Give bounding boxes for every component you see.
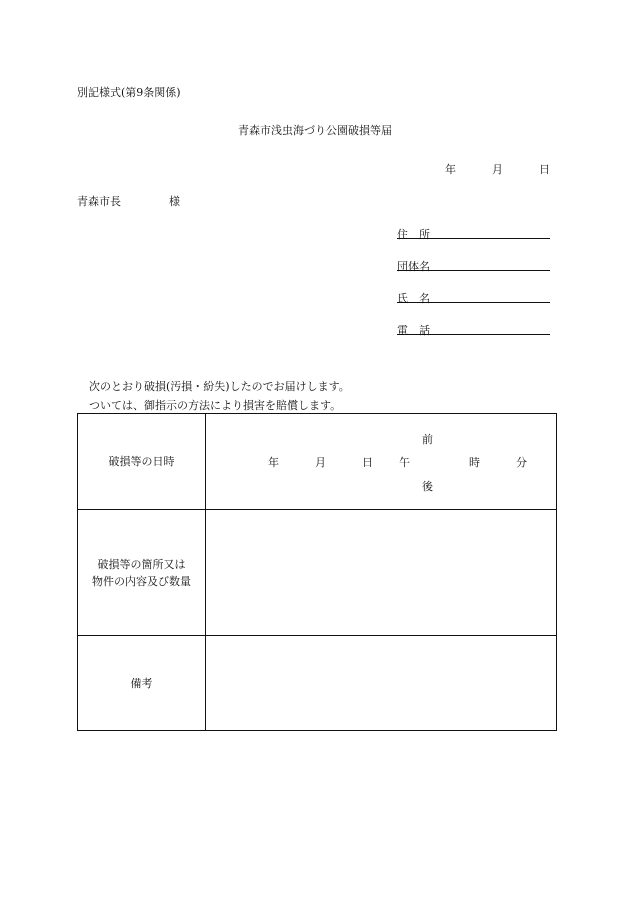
remarks-value-cell[interactable] bbox=[206, 636, 557, 731]
remarks-label: 備考 bbox=[78, 636, 206, 731]
statement-line-2: ついては、御指示の方法により損害を賠償します。 bbox=[89, 399, 342, 412]
addressee-honorific: 様 bbox=[169, 195, 180, 208]
datetime-year: 年 bbox=[268, 456, 279, 469]
location-label bbox=[78, 510, 206, 636]
datetime-label: 破損等の日時 bbox=[78, 414, 206, 510]
datetime-gozen-mid: 午 bbox=[399, 456, 410, 469]
datetime-minute: 分 bbox=[516, 456, 527, 469]
document-title: 青森市浅虫海づり公園破損等届 bbox=[238, 124, 392, 137]
name-field[interactable] bbox=[397, 302, 550, 303]
address-label: 住 所 bbox=[397, 228, 430, 241]
datetime-hour: 時 bbox=[469, 456, 480, 469]
phone-label: 電 話 bbox=[397, 324, 430, 337]
location-value-cell[interactable] bbox=[206, 510, 557, 636]
organization-label: 団体名 bbox=[397, 260, 430, 273]
form-label: 別記様式(第9条関係) bbox=[77, 86, 181, 99]
datetime-am: 前 bbox=[422, 433, 433, 446]
date-year-label: 年 bbox=[445, 163, 456, 176]
organization-field[interactable] bbox=[397, 270, 550, 271]
date-day-label: 日 bbox=[539, 163, 550, 176]
remarks-row bbox=[78, 636, 557, 731]
address-field[interactable] bbox=[397, 238, 550, 239]
datetime-month: 月 bbox=[315, 456, 326, 469]
datetime-day: 日 bbox=[362, 456, 373, 469]
phone-field[interactable] bbox=[397, 334, 550, 335]
statement-line-1: 次のとおり破損(汚損・紛失)したのでお届けします。 bbox=[89, 380, 350, 393]
addressee bbox=[77, 193, 180, 209]
location-row bbox=[78, 510, 557, 636]
report-table bbox=[77, 413, 557, 731]
name-label: 氏 名 bbox=[397, 292, 430, 305]
datetime-row bbox=[78, 414, 557, 510]
datetime-pm: 後 bbox=[422, 480, 433, 493]
date-month-label: 月 bbox=[492, 163, 503, 176]
addressee-name: 青森市長 bbox=[77, 195, 121, 208]
datetime-value-cell[interactable] bbox=[206, 414, 557, 510]
location-label-line-2: 物件の内容及び数量 bbox=[92, 574, 191, 588]
location-label-line-1: 破損等の箇所又は bbox=[97, 557, 186, 571]
